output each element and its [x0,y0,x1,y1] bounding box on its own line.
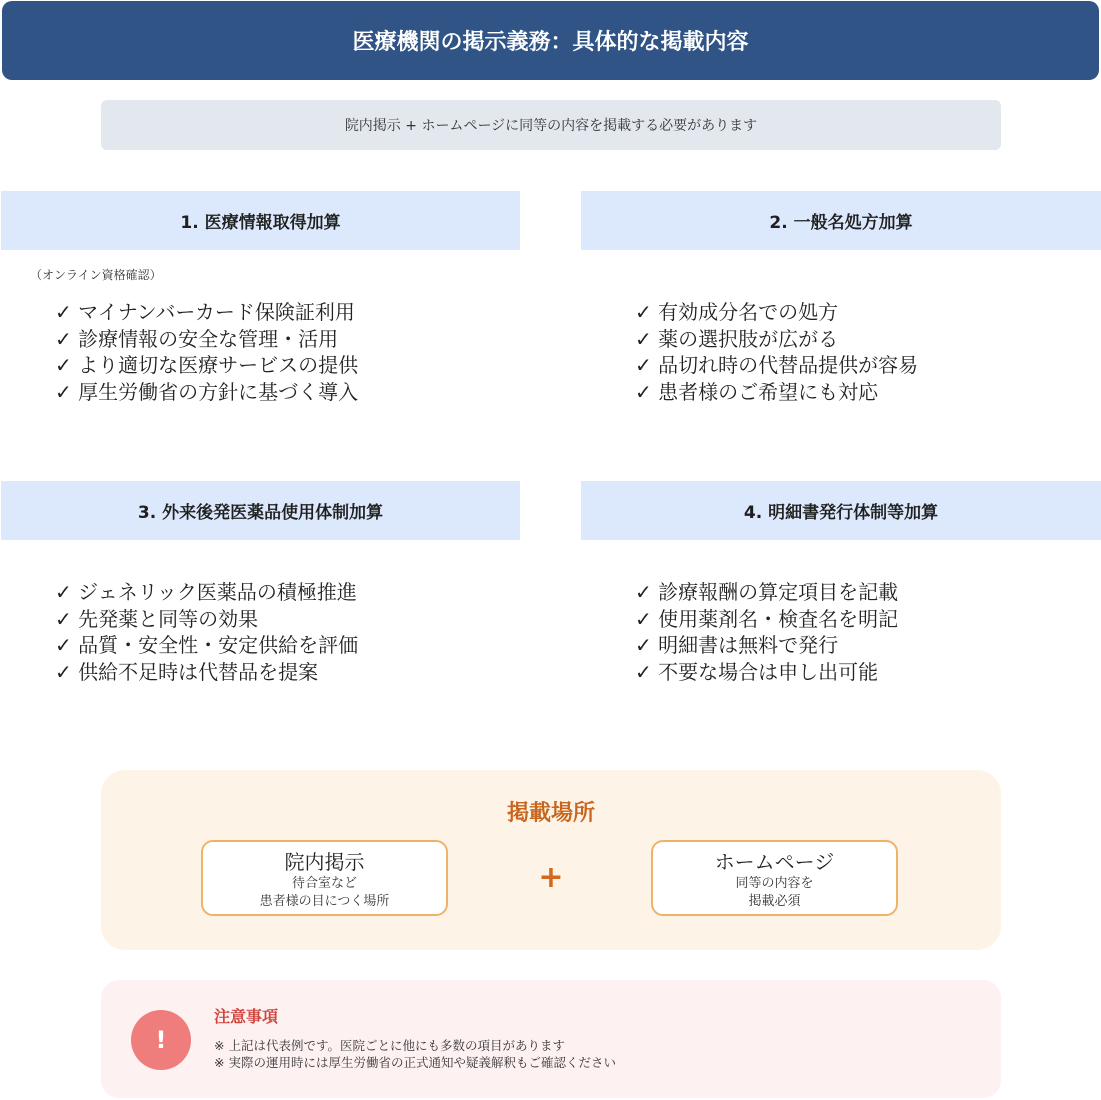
section-4-header [581,481,1101,540]
caution-note: ※ 実際の運用時には厚生労働省の正式通知や疑義解釈もご確認ください [214,1055,616,1070]
section-2-list [635,299,918,405]
list-item: ✓ 使用薬剤名・検査名を明記 [635,606,899,631]
section-1-list [55,299,358,405]
section-4-title: 4. 明細書発行体制等加算 [743,503,939,523]
placement-box-homepage [651,840,898,916]
list-item: ✓ 品質・安全性・安定供給を評価 [55,633,359,657]
list-item: ✓ 薬の選択肢が広がる [635,326,839,351]
placement-box-name: ホームページ [714,850,835,874]
subtitle-banner [101,100,1001,150]
page-header [2,1,1099,80]
placement-box-desc: 待合室など [291,876,357,891]
plus-icon: + [538,860,564,895]
list-item: ✓ 明細書は無料で発行 [635,633,839,657]
placement-box-desc: 掲載必須 [748,894,801,909]
section-2-title: 2. 一般名処方加算 [769,213,913,233]
caution-notes [214,1037,616,1071]
list-item: ✓ 供給不足時は代替品を提案 [55,659,319,684]
list-item: ✓ 患者様のご希望にも対応 [635,379,879,404]
section-3-title: 3. 外来後発医薬品使用体制加算 [137,503,384,523]
placement-panel [101,770,1001,950]
placement-box-name: 院内掲示 [284,850,365,874]
section-1-subtitle: （オンライン資格確認） [30,268,162,282]
list-item: ✓ 有効成分名での処方 [635,300,839,324]
list-item: ✓ 不要な場合は申し出可能 [635,659,879,684]
placement-title: 掲載場所 [506,801,595,826]
section-3-list [55,579,358,685]
list-item: ✓ 診療情報の安全な管理・活用 [55,326,339,351]
list-item: ✓ 先発薬と同等の効果 [55,606,259,631]
caution-note: ※ 上記は代表例です。医院ごとに他にも多数の項目があります [214,1038,565,1053]
section-1-header [1,191,520,250]
page-title: 医療機関の掲示義務：具体的な掲載内容 [352,30,749,55]
list-item: ✓ 厚生労働省の方針に基づく導入 [55,379,359,404]
caution-panel [101,980,1001,1098]
section-1-title: 1. 医療情報取得加算 [180,213,341,233]
placement-box-desc: 同等の内容を [735,876,814,891]
section-2-header [581,191,1101,250]
placement-box-in-clinic [201,840,448,916]
caution-title: 注意事項 [214,1007,279,1026]
list-item: ✓ 診療報酬の算定項目を記載 [635,580,899,604]
list-item: ✓ より適切な医療サービスの提供 [55,353,359,377]
list-item: ✓ マイナンバーカード保険証利用 [55,300,355,324]
placement-box-desc: 患者様の目につく場所 [259,894,390,909]
subtitle-text: 院内掲示 + ホームページに同等の内容を掲載する必要があります [344,118,758,134]
section-3-header [1,481,520,540]
list-item: ✓ ジェネリック医薬品の積極推進 [55,580,357,604]
warning-icon: ! [131,1010,191,1070]
list-item: ✓ 品切れ時の代替品提供が容易 [635,353,919,377]
section-4-list [635,579,898,685]
